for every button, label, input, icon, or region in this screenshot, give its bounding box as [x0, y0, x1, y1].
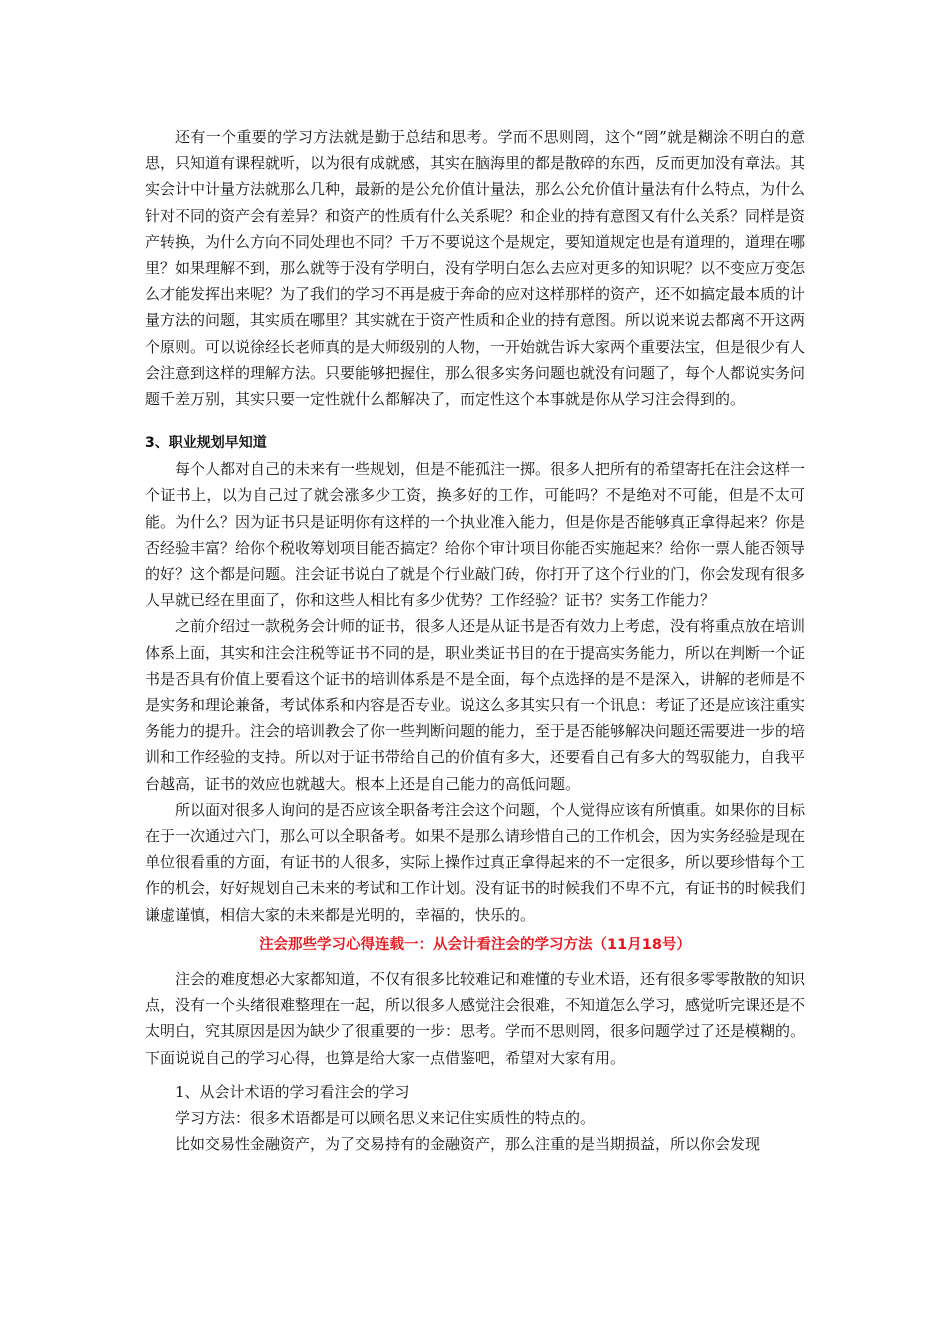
list-item-terms: 1、从会计术语的学习看注会的学习 — [175, 1082, 410, 1101]
paragraph-certificate: 之前介绍过一款税务会计师的证书，很多人还是从证书是否有效力上考虑，没有将重点放在培训体系上面，其实和注会注税等证书不同的是，职业类证书目的在于提高实务能力，所以在判断一个证书是否具有价值上要看这个证书的培训体系是不是全面，每个点选择的是不是深入，讲解的老师是不是实务和理论兼备，考试体系和内容是否专业。说这么多其实只有一个讯息：考证了还是应该注重实务能力的提升。注会的培训教会了你一些判断问题的能力，至于是否能够解决问题还需要进一步的培训和工作经验的支持。所以对于证书带给自己的价值有多大，还要看自己有多大的驾驭能力，自我平台越高，证书的效应也就越大。根本上还是自己能力的高低问题。 — [145, 617, 806, 793]
paragraph-intro: 注会的难度想必大家都知道，不仅有很多比较难记和难懂的专业术语，还有很多零零散散的知识点，没有一个头绪很难整理在一起，所以很多人感觉注会很难，不知道怎么学习，感觉听完课还是不太明白，究其原因是因为缺少了很重要的一步：思考。学而不思则罔，很多问题学过了还是模糊的。下面说说自己的学习心得，也算是给大家一点借鉴吧，希望对大家有用。 — [145, 969, 806, 1067]
document-body — [145, 124, 805, 1157]
paragraph-example: 比如交易性金融资产，为了交易持有的金融资产，那么注重的是当期损益，所以你会发现 — [175, 1135, 761, 1154]
section-heading-career: 3、职业规划早知道 — [145, 435, 267, 452]
paragraph-method: 学习方法：很多术语都是可以顾名思义来记住实质性的特点的。 — [175, 1108, 596, 1127]
series-title: 注会那些学习心得连载一：从会计看注会的学习方法（11月18号） — [259, 936, 691, 953]
paragraph-study-method: 还有一个重要的学习方法就是勤于总结和思考。学而不思则罔，这个“罔”就是糊涂不明白的意思，只知道有课程就听，以为很有成就感，其实在脑海里的都是散碎的东西，反而更加没有章法。其实会计中计量方法就那么几种，最新的是公允价值计量法，那么公允价值计量法有什么特点，为什么针对不同的资产会有差异？和资产的性质有什么关系呢？和企业的持有意图又有什么关系？同样是资产转换，为什么方向不同处理也不同？千万不要说这个是规定，要知道规定也是有道理的，道理在哪里？如果理解不到，那么就等于没有学明白，没有学明白怎么去应对更多的知识呢？以不变应万变怎么才能发挥出来呢？为了我们的学习不再是疲于奔命的应对这样那样的资产，还不如搞定最本质的计量方法的问题，其实质在哪里？其实就在于资产性质和企业的持有意图。所以说来说去都离不开这两个原则。可以说徐经长老师真的是大师级别的人物，一开始就告诉大家两个重要法宝，但是很少有人会注意到这样的理解方法。只要能够把握住，那么很多实务问题也就没有问题了，每个人都说实务问题千差万别，其实只要一定性就什么都解决了，而定性这个本事就是你从学习注会得到的。 — [145, 128, 806, 409]
paragraph-fulltime-prep: 所以面对很多人询问的是否应该全职备考注会这个问题，个人觉得应该有所慎重。如果你的目标在于一次通过六门，那么可以全职备考。如果不是那么请珍惜自己的工作机会，因为实务经验是现在单位很看重的方面，有证书的人很多，实际上操作过真正拿得起来的不一定很多，所以要珍惜每个工作的机会，好好规划自己未来的考试和工作计划。没有证书的时候我们不卑不亢，有证书的时候我们谦虚谨慎，相信大家的未来都是光明的，幸福的，快乐的。 — [145, 800, 806, 924]
paragraph-career-plan: 每个人都对自己的未来有一些规划，但是不能孤注一掷。很多人把所有的希望寄托在注会这样一个证书上，以为自己过了就会涨多少工资，换多好的工作，可能吗？不是绝对不可能，但是不太可能。为什么？因为证书只是证明你有这样的一个执业准入能力，但是你是否能够真正拿得起来？你是否经验丰富？给你个税收筹划项目能否搞定？给你个审计项目你能否实施起来？给你一票人能否领导的好？这个都是问题。注会证书说白了就是个行业敲门砖，你打开了这个行业的门，你会发现有很多人早就已经在里面了，你和这些人相比有多少优势？工作经验？证书？实务工作能力？ — [145, 460, 806, 610]
